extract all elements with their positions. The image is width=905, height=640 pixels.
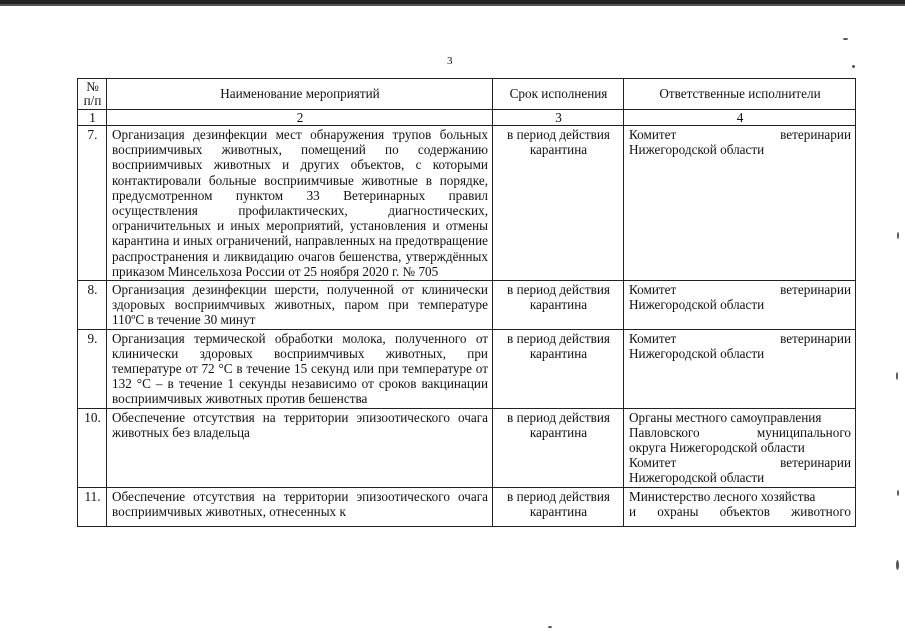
responsible-line: и охраны объектов животного <box>629 503 851 519</box>
table-row <box>78 329 856 408</box>
column-number: 2 <box>107 110 493 126</box>
table-row <box>78 408 856 487</box>
responsible-line: Органы местного самоуправления <box>629 409 822 425</box>
responsible-line: округа Нижегородской области <box>629 440 805 456</box>
responsible-line: Комитет ветеринарии <box>629 330 851 346</box>
execution-term: в период действия карантина <box>493 126 624 281</box>
header-name: Наименование мероприятий <box>107 79 493 110</box>
responsible-executors <box>624 487 856 526</box>
table-row <box>78 126 856 281</box>
measure-name: Организация термической обработки молока, полученного от клинически здоровых восприимчивых животных, при температуре от 72 °С в течение 15 секунд или при температуре от 132 °С – в течение 1 секунды независимо от сроков вакцинации восприимчивых животных против бешенства <box>107 329 493 408</box>
table-header-row <box>78 79 856 110</box>
execution-term: в период действия карантина <box>493 281 624 330</box>
responsible-executors <box>624 281 856 330</box>
scan-speck <box>852 65 855 68</box>
execution-term: в период действия карантина <box>493 329 624 408</box>
responsible-executors <box>624 408 856 487</box>
responsible-executors <box>624 329 856 408</box>
column-number: 1 <box>78 110 107 126</box>
header-term: Срок исполнения <box>493 79 624 110</box>
scan-speck <box>896 372 898 380</box>
scan-speck <box>897 490 899 496</box>
responsible-line: Комитет ветеринарии <box>629 127 851 142</box>
row-number: 7. <box>78 126 107 281</box>
header-responsible: Ответственные исполнители <box>624 79 856 110</box>
responsible-line: Нижегородской области <box>629 470 765 486</box>
responsible-line: Нижегородской области <box>629 345 765 361</box>
column-number: 3 <box>493 110 624 126</box>
table-row <box>78 487 856 526</box>
responsible-executors <box>624 126 856 281</box>
responsible-line: Нижегородской области <box>629 297 765 313</box>
responsible-line: Комитет ветеринарии <box>629 455 851 471</box>
responsible-line: Министерство лесного хозяйства <box>629 488 816 504</box>
row-number: 10. <box>78 408 107 487</box>
row-number: 8. <box>78 281 107 330</box>
row-number: 11. <box>78 487 107 526</box>
responsible-line: Комитет ветеринарии <box>629 282 851 298</box>
responsible-line: Павловского муниципального <box>629 424 851 440</box>
execution-term: в период действия карантина <box>493 487 624 526</box>
execution-term: в период действия карантина <box>493 408 624 487</box>
column-number: 4 <box>624 110 856 126</box>
column-number-row <box>78 110 856 126</box>
measures-table <box>77 78 856 527</box>
responsible-line: Нижегородской области <box>629 142 765 158</box>
page-number: 3 <box>447 55 453 67</box>
scan-speck <box>897 232 899 239</box>
scan-speck <box>896 560 899 570</box>
row-number: 9. <box>78 329 107 408</box>
scan-edge-shadow <box>0 4 905 6</box>
measure-name: Организация дезинфекции мест обнаружения трупов больных восприимчивых животных, помещений по содержанию восприимчивых животных и других объектов, с которыми контактировали больные восприимчивые животные в порядке, предусмотренном пунктом 33 Ветеринарных правил осуществления профилактических, диагностических, ограничительных и иных мероприятий, установления и отмены карантина и иных ограничений, направленных на предотвращение распространения и ликвидацию очагов бешенства, утверждённых приказом Минсельхоза России от 25 ноября 2020 г. № 705 <box>107 126 493 281</box>
scan-speck <box>548 626 552 628</box>
measure-name: Обеспечение отсутствия на территории эпизоотического очага животных без владельца <box>107 408 493 487</box>
header-number: № п/п <box>78 79 107 110</box>
measure-name: Обеспечение отсутствия на территории эпизоотического очага восприимчивых животных, отнесенных к <box>107 487 493 526</box>
measure-name: Организация дезинфекции шерсти, полученной от клинически здоровых восприимчивых животных, паром при температуре 110ºС в течение 30 минут <box>107 281 493 330</box>
table-row <box>78 281 856 330</box>
scan-speck <box>843 38 848 40</box>
